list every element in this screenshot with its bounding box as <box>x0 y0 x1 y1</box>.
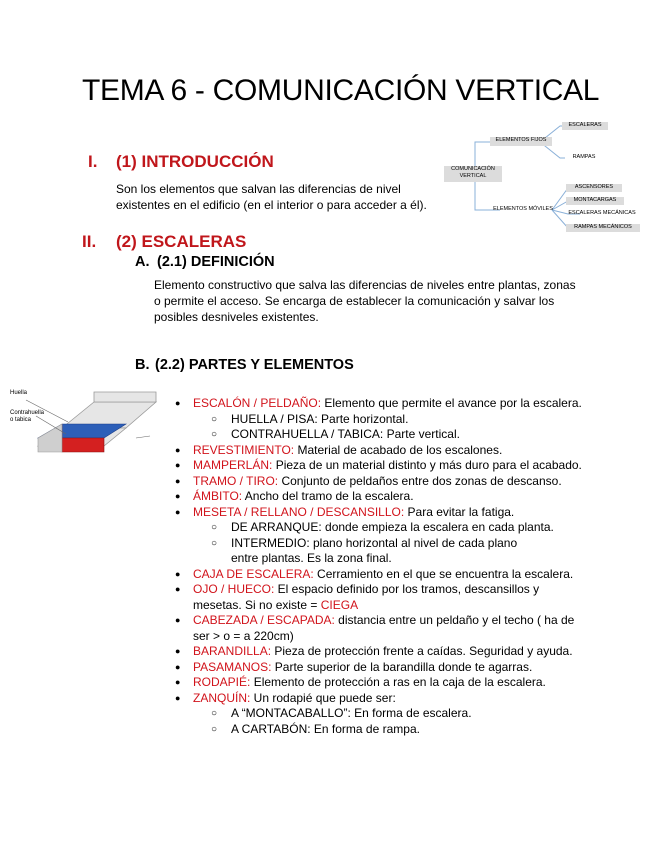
list-item <box>175 660 585 676</box>
list-item <box>175 567 585 583</box>
term: ESCALÓN / PELDAÑO: <box>193 396 322 410</box>
desc: distancia entre un peldaño y el techo ( ha de ser > o = a 220cm) <box>193 613 575 643</box>
desc: Conjunto de peldaños entre dos zonas de descanso. <box>278 473 562 488</box>
list-item <box>175 644 585 660</box>
list-item <box>175 675 585 691</box>
subsection-b-letter: B. <box>135 357 150 373</box>
term: CABEZADA / ESCAPADA: <box>193 613 335 627</box>
term: ÁMBITO: <box>193 489 243 503</box>
list-item <box>175 613 585 644</box>
list-item <box>175 474 585 490</box>
communication-diagram <box>440 118 650 238</box>
desc: Material de acabado de los escalones. <box>294 442 503 457</box>
term: MESETA / RELLANO / DESCANSILLO: <box>193 504 405 519</box>
desc: Cerramiento en el que se encuentra la escalera. <box>313 566 574 581</box>
term: OJO / HUECO: <box>193 582 275 596</box>
desc: Pieza de un material distinto y más duro para el acabado. <box>272 458 582 472</box>
subsection-a-heading: (2.1) DEFINICIÓN <box>157 254 275 270</box>
term: MAMPERLÁN: <box>193 458 273 472</box>
sub-item: ○ DE ARRANQUE: donde empieza la escalera en cada planta. <box>193 520 585 536</box>
list-item <box>175 458 585 474</box>
term: TRAMO / TIRO: <box>193 473 279 488</box>
term: RODAPIÉ: <box>193 675 251 689</box>
desc: Ancho del tramo de la escalera. <box>242 489 414 503</box>
stair-label-riser: Contrahuella o tabica <box>10 410 45 423</box>
term: PASAMANOS: <box>193 659 272 674</box>
stair-illustration <box>8 388 158 454</box>
diagram-mobile: ELEMENTOS MÓVILES <box>493 206 553 212</box>
list-item <box>175 396 585 443</box>
parts-list <box>175 396 585 737</box>
term: BARANDILLA: <box>193 644 272 658</box>
term-extra: CIEGA <box>320 597 359 612</box>
section-1-numeral: I. <box>88 152 98 171</box>
section-1-text: Son los elementos que salvan las diferencias de nivel existentes en el edificio (en el interior o para acceder a él). <box>116 182 427 212</box>
list-item <box>175 691 585 738</box>
diagram-root: COMUNICACIÓN VERTICAL <box>444 166 502 182</box>
list-item <box>175 505 585 567</box>
list-item <box>175 443 585 459</box>
stair-label-tread: Huella <box>10 390 28 396</box>
diagram-freight: MONTACARGAS <box>566 197 624 205</box>
sub-item: ○ CONTRAHUELLA / TABICA: Parte vertical. <box>193 427 585 443</box>
sub-item: ○ A CARTABÓN: En forma de rampa. <box>193 722 585 738</box>
sub-item: ○ INTERMEDIO: plano horizontal al nivel de cada plano entre plantas. Es la zona final. <box>193 536 585 567</box>
term: CAJA DE ESCALERA: <box>193 566 314 581</box>
desc: Pieza de protección frente a caídas. Seguridad y ayuda. <box>271 644 573 658</box>
desc: Parte superior de la barandilla donde te agarras. <box>271 659 533 674</box>
sub-item: ○ HUELLA / PISA: Parte horizontal. <box>193 412 585 428</box>
diagram-fixed: ELEMENTOS FIJOS <box>490 137 552 146</box>
page-title: TEMA 6 - COMUNICACIÓN VERTICAL <box>82 74 600 107</box>
desc: Elemento que permite el avance por la escalera. <box>321 396 582 410</box>
desc: El espacio definido por los tramos, descansillos y mesetas. Si no existe = <box>193 582 540 612</box>
list-item <box>175 582 585 613</box>
diagram-stairs: ESCALERAS <box>562 122 608 130</box>
subsection-b-heading: (2.2) PARTES Y ELEMENTOS <box>155 357 354 373</box>
term: REVESTIMIENTO: <box>193 442 295 457</box>
subsection-a-letter: A. <box>135 254 150 270</box>
diagram-ramps-mech: RAMPAS MECÁNICOS <box>566 224 640 232</box>
diagram-ramps: RAMPAS <box>572 154 596 160</box>
sub-item: ○ A “MONTACABALLO”: En forma de escalera. <box>193 706 585 722</box>
section-1-heading: (1) INTRODUCCIÓN <box>116 152 274 171</box>
definition-text: Elemento constructivo que salva las diferencias de niveles entre plantas, zonas o permite el acceso. Se encarga de establecer la comunicación y salvar los posibles desniveles existentes. <box>154 278 576 324</box>
desc: Para evitar la fatiga. <box>404 504 515 519</box>
list-item <box>175 489 585 505</box>
diagram-elevators: ASCENSORES <box>566 184 622 192</box>
section-2-numeral: II. <box>82 232 97 251</box>
desc: Elemento de protección a ras en la caja de la escalera. <box>250 675 546 689</box>
diagram-escalators: ESCALERAS MECÁNICAS <box>568 210 636 216</box>
section-2-heading: (2) ESCALERAS <box>116 232 247 251</box>
term: ZANQUÍN: <box>193 690 251 705</box>
desc: Un rodapié que puede ser: <box>250 690 396 705</box>
